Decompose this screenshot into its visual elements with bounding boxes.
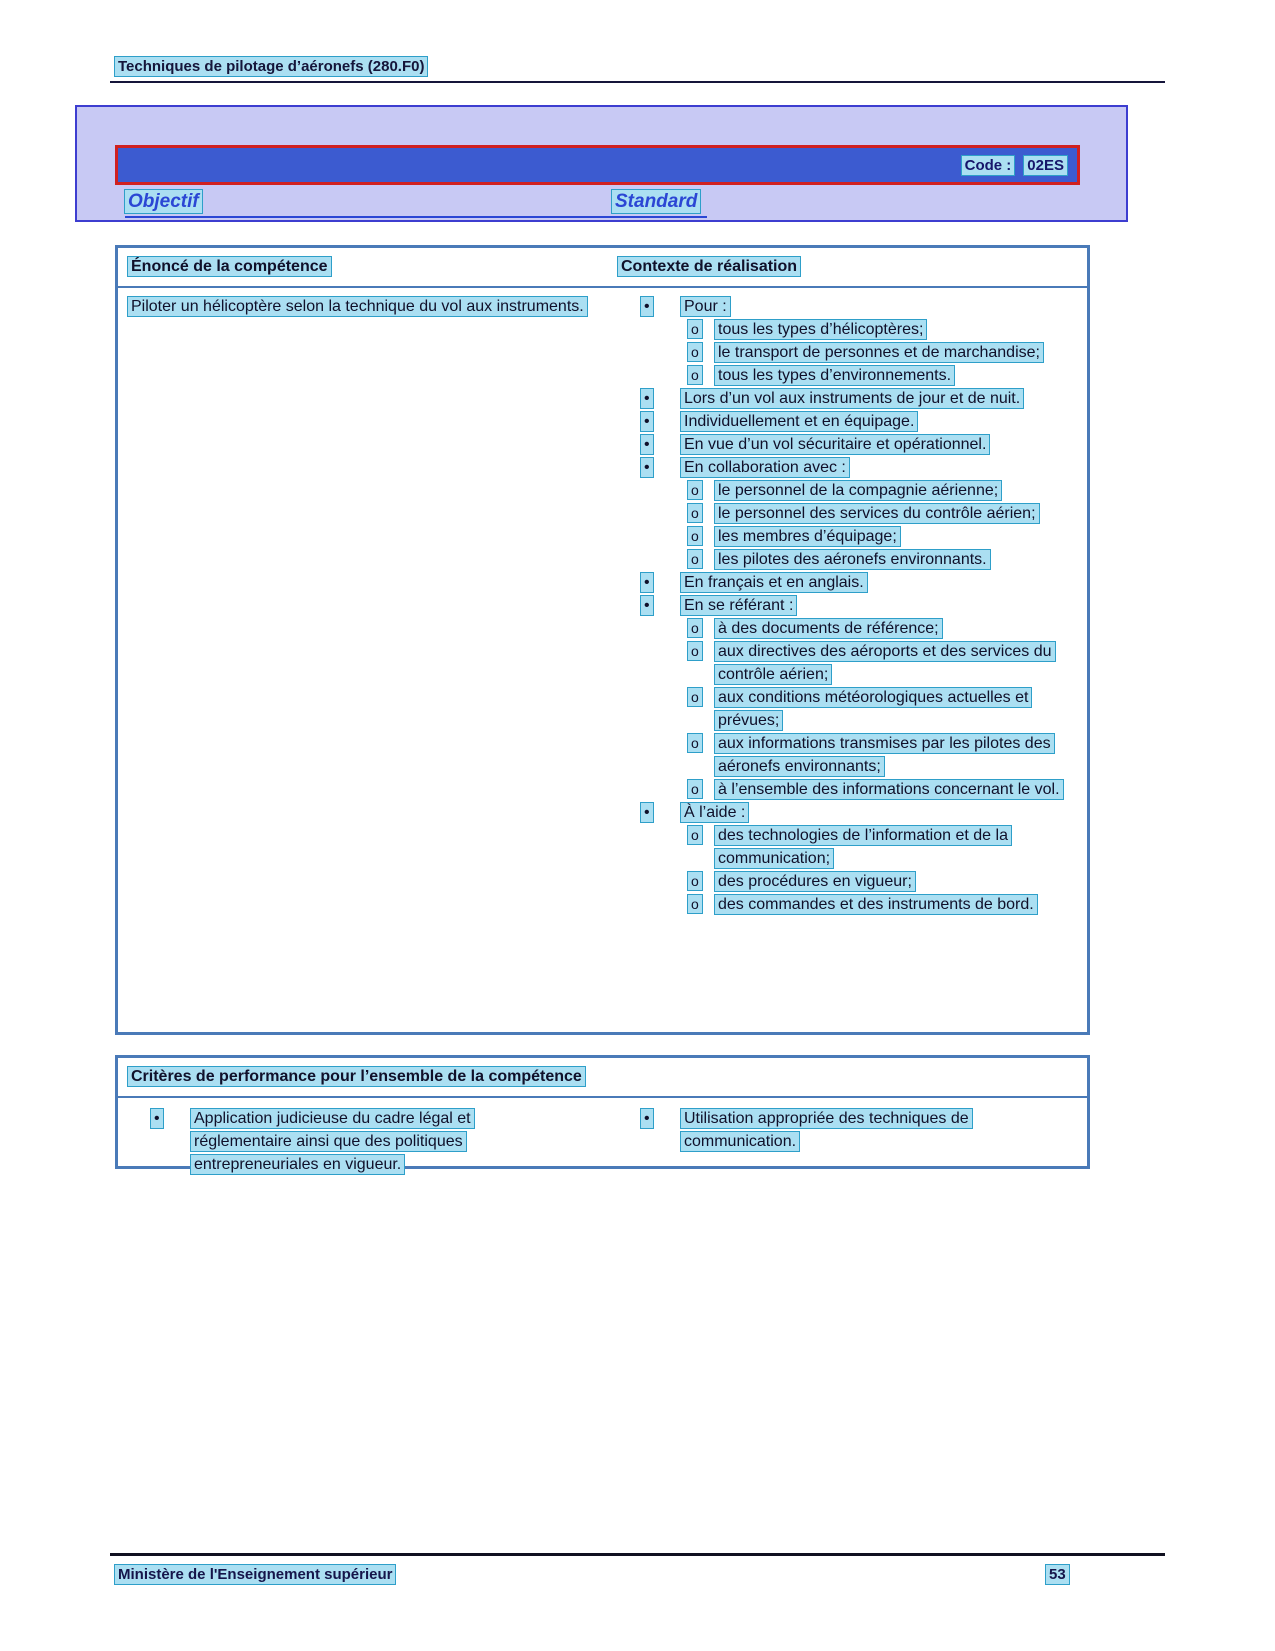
- disc-bullet-icon: •: [641, 594, 681, 617]
- list-item: [618, 318, 1084, 341]
- list-item-text: Lors d’un vol aux instruments de jour et de nuit.: [681, 387, 1084, 410]
- list-item-text: Application judicieuse du cadre légal et réglementaire ainsi que des politiques entrepreneuriales en vigueur.: [191, 1107, 551, 1176]
- standard-label-text: Standard: [612, 190, 700, 213]
- list-item: [618, 824, 1084, 870]
- circle-bullet-icon: o: [688, 778, 715, 801]
- running-header-title: Techniques de pilotage d’aéronefs (280.F0): [115, 57, 427, 76]
- objective-banner: [75, 105, 1128, 222]
- list-item: [618, 502, 1084, 525]
- objectif-standard-row: [125, 190, 707, 218]
- list-item-text: le personnel de la compagnie aérienne;: [715, 479, 1084, 502]
- list-item: [618, 525, 1084, 548]
- list-item: [618, 870, 1084, 893]
- criteria-right-list: [618, 1107, 1087, 1176]
- disc-bullet-icon: •: [641, 456, 681, 479]
- competence-statement-text: Piloter un hélicoptère selon la technique du vol aux instruments.: [128, 297, 587, 316]
- disc-bullet-icon: •: [151, 1107, 191, 1176]
- list-item: [618, 295, 1084, 318]
- list-item-text: des technologies de l’information et de la communication;: [715, 824, 1084, 870]
- page-number-text: 53: [1046, 1565, 1069, 1584]
- running-header: [110, 58, 1165, 83]
- criteria-header-text: Critères de performance pour l’ensemble de la compétence: [128, 1067, 585, 1086]
- list-item-text: aux directives des aéroports et des services du contrôle aérien;: [715, 640, 1084, 686]
- list-item: [618, 1107, 1087, 1153]
- disc-bullet-icon: •: [641, 295, 681, 318]
- circle-bullet-icon: o: [688, 640, 715, 686]
- code-title-bar: [115, 145, 1080, 185]
- list-item: [618, 410, 1084, 433]
- list-item-text: Utilisation appropriée des techniques de communication.: [681, 1107, 1087, 1153]
- list-item-text: Pour :: [681, 295, 1084, 318]
- circle-bullet-icon: o: [688, 893, 715, 916]
- list-item: [618, 686, 1084, 732]
- list-item-text: les membres d’équipage;: [715, 525, 1084, 548]
- list-item: [618, 479, 1084, 502]
- list-item-text: à des documents de référence;: [715, 617, 1084, 640]
- objectif-label-text: Objectif: [125, 190, 202, 213]
- objectif-label: [125, 191, 202, 213]
- list-item: [618, 387, 1084, 410]
- list-item-text: En se référant :: [681, 594, 1084, 617]
- circle-bullet-icon: o: [688, 479, 715, 502]
- disc-bullet-icon: •: [641, 410, 681, 433]
- list-item: [618, 548, 1084, 571]
- col-header-contexte: [618, 258, 1087, 276]
- list-item: [618, 617, 1084, 640]
- list-item-text: aux conditions météorologiques actuelles et prévues;: [715, 686, 1084, 732]
- circle-bullet-icon: o: [688, 318, 715, 341]
- code-value: 02ES: [1024, 156, 1067, 175]
- list-item-text: À l’aide :: [681, 801, 1084, 824]
- list-item-text: tous les types d’hélicoptères;: [715, 318, 1084, 341]
- list-item-text: à l’ensemble des informations concernant le vol.: [715, 778, 1084, 801]
- list-item-text: En français et en anglais.: [681, 571, 1084, 594]
- circle-bullet-icon: o: [688, 341, 715, 364]
- list-item-text: le transport de personnes et de marchandise;: [715, 341, 1084, 364]
- list-item: [618, 364, 1084, 387]
- footer-ministry-text: Ministère de l'Enseignement supérieur: [115, 1565, 395, 1584]
- disc-bullet-icon: •: [641, 433, 681, 456]
- list-item-text: tous les types d’environnements.: [715, 364, 1084, 387]
- criteria-table-header: [118, 1058, 1087, 1098]
- circle-bullet-icon: o: [688, 686, 715, 732]
- circle-bullet-icon: o: [688, 732, 715, 778]
- disc-bullet-icon: •: [641, 801, 681, 824]
- competence-table: [115, 245, 1090, 1035]
- footer-rule: [110, 1553, 1165, 1556]
- competence-table-header: [118, 248, 1087, 288]
- circle-bullet-icon: o: [688, 548, 715, 571]
- competence-statement: [118, 295, 618, 916]
- list-item: [618, 778, 1084, 801]
- list-item-text: des procédures en vigueur;: [715, 870, 1084, 893]
- list-item: [618, 893, 1084, 916]
- list-item: [618, 594, 1084, 617]
- list-item: [618, 640, 1084, 686]
- footer-ministry: [115, 1566, 395, 1583]
- list-item: [618, 456, 1084, 479]
- list-item: [618, 433, 1084, 456]
- col-header-enonce: [118, 258, 618, 276]
- disc-bullet-icon: •: [641, 387, 681, 410]
- list-item: [618, 732, 1084, 778]
- list-item-text: aux informations transmises par les pilotes des aéronefs environnants;: [715, 732, 1084, 778]
- list-item-text: le personnel des services du contrôle aérien;: [715, 502, 1084, 525]
- criteria-table-body: [118, 1098, 1087, 1176]
- code-label: Code :: [962, 156, 1015, 175]
- criteria-header: [118, 1068, 585, 1086]
- circle-bullet-icon: o: [688, 525, 715, 548]
- list-item-text: Individuellement et en équipage.: [681, 410, 1084, 433]
- circle-bullet-icon: o: [688, 617, 715, 640]
- circle-bullet-icon: o: [688, 364, 715, 387]
- list-item: [618, 801, 1084, 824]
- criteria-table: [115, 1055, 1090, 1173]
- competence-table-body: [118, 288, 1087, 916]
- list-item-text: En collaboration avec :: [681, 456, 1084, 479]
- standard-label: [612, 191, 700, 213]
- disc-bullet-icon: •: [641, 1107, 681, 1153]
- col-header-contexte-text: Contexte de réalisation: [618, 257, 800, 276]
- criteria-left-list: [118, 1107, 618, 1176]
- page-footer: [110, 1564, 1165, 1588]
- circle-bullet-icon: o: [688, 824, 715, 870]
- page-number: [1046, 1566, 1069, 1583]
- col-header-enonce-text: Énoncé de la compétence: [128, 257, 331, 276]
- list-item: [118, 1107, 618, 1176]
- circle-bullet-icon: o: [688, 502, 715, 525]
- list-item: [618, 571, 1084, 594]
- circle-bullet-icon: o: [688, 870, 715, 893]
- disc-bullet-icon: •: [641, 571, 681, 594]
- list-item-text: des commandes et des instruments de bord.: [715, 893, 1084, 916]
- list-item: [618, 341, 1084, 364]
- list-item-text: les pilotes des aéronefs environnants.: [715, 548, 1084, 571]
- list-item-text: En vue d’un vol sécuritaire et opérationnel.: [681, 433, 1084, 456]
- context-list: [618, 295, 1087, 916]
